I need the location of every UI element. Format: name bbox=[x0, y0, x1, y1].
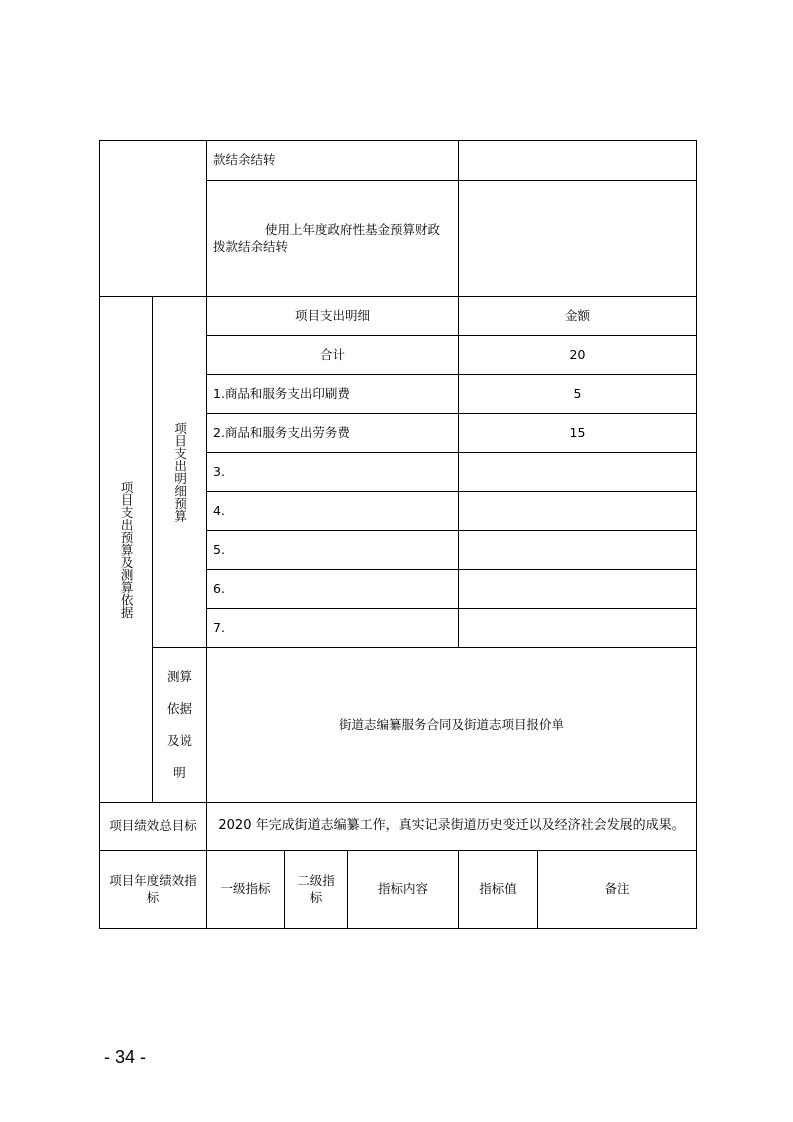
indicator-header-row bbox=[100, 851, 697, 929]
indicator-label bbox=[100, 851, 207, 929]
item-label: 6. bbox=[207, 570, 459, 609]
item-label: 3. bbox=[207, 453, 459, 492]
total-label: 合计 bbox=[207, 336, 459, 375]
section-label: 项目支出预算及测算依据 bbox=[119, 480, 135, 619]
indicator-content: 指标内容 bbox=[348, 851, 459, 929]
detail-label-cell bbox=[153, 297, 207, 648]
total-value: 20 bbox=[459, 336, 697, 375]
indicator-level2 bbox=[285, 851, 348, 929]
detail-header-row bbox=[100, 297, 697, 336]
basis-label-line: 测算 bbox=[166, 669, 192, 684]
goal-row bbox=[100, 803, 697, 851]
indicator-level1: 一级指标 bbox=[207, 851, 285, 929]
basis-label-line: 依据 bbox=[166, 701, 192, 716]
fund-row-1-value bbox=[459, 141, 697, 181]
fund-row-1 bbox=[100, 141, 697, 181]
indicator-value: 指标值 bbox=[459, 851, 538, 929]
indicator-label-line2: 标 bbox=[146, 889, 160, 905]
basis-label-line: 及说 bbox=[166, 733, 192, 748]
indicator-remark: 备注 bbox=[538, 851, 697, 929]
fund-row-2-label bbox=[207, 181, 459, 297]
page-number: - 34 - bbox=[104, 1047, 147, 1067]
header-amount: 金额 bbox=[459, 297, 697, 336]
detail-label: 项目支出明细预算 bbox=[172, 422, 188, 522]
fund-row-1-label: 款结余结转 bbox=[207, 141, 459, 181]
fund-row-2-line2: 拨款结余结转 bbox=[213, 238, 289, 254]
item-label: 2.商品和服务支出劳务费 bbox=[207, 414, 459, 453]
indicator-label-line1: 项目年度绩效指 bbox=[109, 873, 197, 889]
item-label: 4. bbox=[207, 492, 459, 531]
fund-row-2-value bbox=[459, 181, 697, 297]
item-value bbox=[459, 453, 697, 492]
fund-blank-cell bbox=[100, 141, 207, 297]
budget-table bbox=[99, 140, 697, 929]
goal-text: 2020 年完成街道志编纂工作，真实记录街道历史变迁以及经济社会发展的成果。 bbox=[207, 803, 697, 851]
basis-row bbox=[100, 648, 697, 803]
header-item: 项目支出明细 bbox=[207, 297, 459, 336]
item-label: 1.商品和服务支出印刷费 bbox=[207, 375, 459, 414]
item-label: 5. bbox=[207, 531, 459, 570]
indicator-level2-line1: 二级指 bbox=[297, 873, 335, 889]
section-label-cell bbox=[100, 297, 153, 803]
goal-label: 项目绩效总目标 bbox=[100, 803, 207, 851]
basis-text: 街道志编纂服务合同及街道志项目报价单 bbox=[207, 648, 697, 803]
fund-row-2-line1: 使用上年度政府性基金预算财政 bbox=[265, 222, 441, 238]
item-value bbox=[459, 492, 697, 531]
item-value bbox=[459, 609, 697, 648]
basis-label-line: 明 bbox=[173, 765, 186, 780]
basis-label-cell bbox=[153, 648, 207, 803]
item-value: 15 bbox=[459, 414, 697, 453]
item-value bbox=[459, 531, 697, 570]
item-label: 7. bbox=[207, 609, 459, 648]
item-value bbox=[459, 570, 697, 609]
item-value: 5 bbox=[459, 375, 697, 414]
indicator-level2-line2: 标 bbox=[309, 889, 323, 905]
